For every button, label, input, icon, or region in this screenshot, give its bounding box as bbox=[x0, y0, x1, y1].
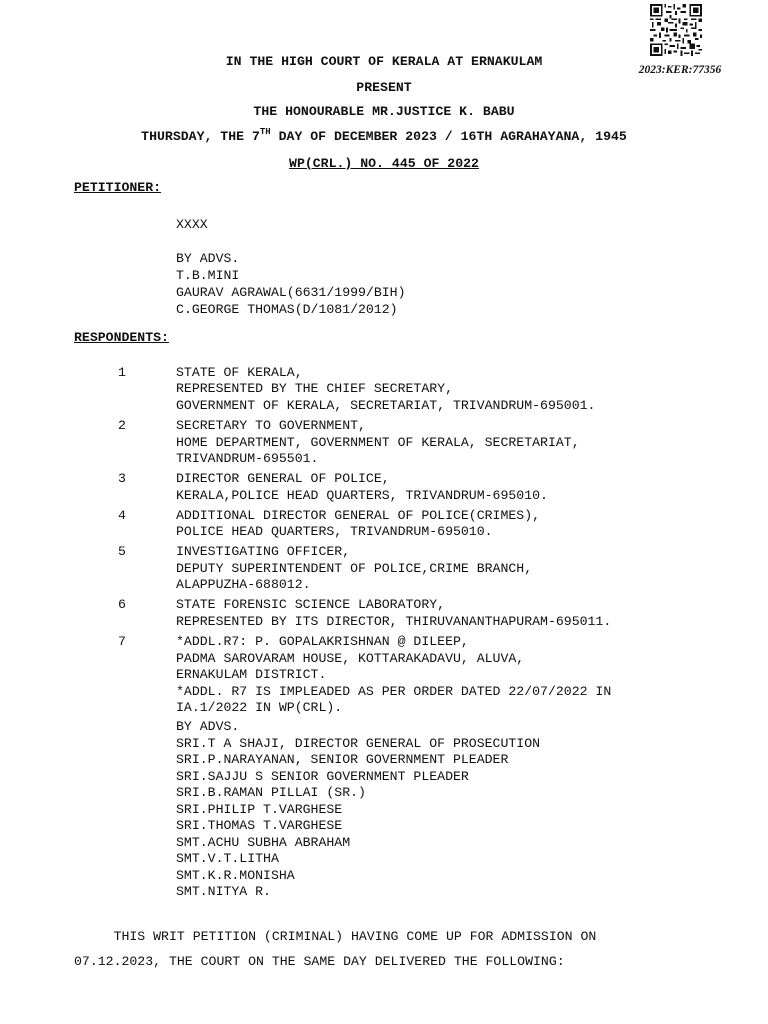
neutral-citation: 2023:KER:77356 bbox=[638, 64, 722, 76]
respondent-advocate: SRI.T A SHAJI, DIRECTOR GENERAL OF PROSECUTION bbox=[176, 736, 541, 751]
respondent-line: HOME DEPARTMENT, GOVERNMENT OF KERALA, SECRETARIAT, bbox=[176, 435, 580, 450]
closing-paragraph-line: 07.12.2023, THE COURT ON THE SAME DAY DELIVERED THE FOLLOWING: bbox=[74, 954, 565, 969]
respondent-advocate: SRI.P.NARAYANAN, SENIOR GOVERNMENT PLEADER bbox=[176, 752, 509, 767]
respondent-line: REPRESENTED BY ITS DIRECTOR, THIRUVANANTHAPURAM-695011. bbox=[176, 614, 612, 629]
petitioner-advocate: GAURAV AGRAWAL(6631/1999/BIH) bbox=[176, 285, 406, 300]
hearing-date-prefix: THURSDAY, THE 7 bbox=[141, 129, 260, 144]
respondent-line: DEPUTY SUPERINTENDENT OF POLICE,CRIME BRANCH, bbox=[176, 561, 533, 576]
judge-name: THE HONOURABLE MR.JUSTICE K. BABU bbox=[253, 104, 515, 119]
respondent-number: 6 bbox=[118, 597, 126, 612]
petitioner-advocate: T.B.MINI bbox=[176, 268, 240, 283]
respondent-line: IA.1/2022 IN WP(CRL). bbox=[176, 700, 343, 715]
respondent-advocate: SRI.SAJJU S SENIOR GOVERNMENT PLEADER bbox=[176, 769, 469, 784]
respondent-number: 4 bbox=[118, 508, 126, 523]
respondent-advocate: SRI.THOMAS T.VARGHESE bbox=[176, 818, 343, 833]
respondent-number: 2 bbox=[118, 418, 126, 433]
respondent-line: REPRESENTED BY THE CHIEF SECRETARY, bbox=[176, 381, 453, 396]
court-name: IN THE HIGH COURT OF KERALA AT ERNAKULAM bbox=[225, 54, 543, 69]
respondent-line: PADMA SAROVARAM HOUSE, KOTTARAKADAVU, ALUVA, bbox=[176, 651, 525, 666]
respondent-number: 7 bbox=[118, 634, 126, 649]
hearing-date-superscript: TH bbox=[259, 127, 271, 137]
respondent-number: 5 bbox=[118, 544, 126, 559]
present-label: PRESENT bbox=[356, 80, 412, 95]
petitioner-heading: PETITIONER: bbox=[74, 180, 162, 195]
respondent-line: DIRECTOR GENERAL OF POLICE, bbox=[176, 471, 390, 486]
respondent-advocate: SMT.ACHU SUBHA ABRAHAM bbox=[176, 835, 351, 850]
respondent-advs-heading: BY ADVS. bbox=[176, 719, 240, 734]
respondent-line: POLICE HEAD QUARTERS, TRIVANDRUM-695010. bbox=[176, 524, 493, 539]
respondent-advocate: SRI.PHILIP T.VARGHESE bbox=[176, 802, 343, 817]
case-number bbox=[0, 156, 768, 172]
respondent-advocate: SRI.B.RAMAN PILLAI (SR.) bbox=[176, 785, 366, 800]
respondent-advocate: SMT.V.T.LITHA bbox=[176, 851, 279, 866]
hearing-date-suffix: DAY OF DECEMBER 2023 / 16TH AGRAHAYANA, 1945 bbox=[270, 129, 627, 144]
respondent-line: ADDITIONAL DIRECTOR GENERAL OF POLICE(CRIMES), bbox=[176, 508, 541, 523]
closing-paragraph-line: THIS WRIT PETITION (CRIMINAL) HAVING COME UP FOR ADMISSION ON bbox=[74, 929, 597, 944]
respondent-number: 3 bbox=[118, 471, 126, 486]
respondent-line: STATE OF KERALA, bbox=[176, 365, 303, 380]
respondent-line: TRIVANDRUM-695501. bbox=[176, 451, 319, 466]
petitioner-advocate: C.GEORGE THOMAS(D/1081/2012) bbox=[176, 302, 398, 317]
respondent-advocate: SMT.NITYA R. bbox=[176, 884, 271, 899]
respondent-line: KERALA,POLICE HEAD QUARTERS, TRIVANDRUM-695010. bbox=[176, 488, 548, 503]
respondent-line: *ADDL.R7: P. GOPALAKRISHNAN @ DILEEP, bbox=[176, 634, 469, 649]
respondent-line: STATE FORENSIC SCIENCE LABORATORY, bbox=[176, 597, 446, 612]
respondent-advocate: SMT.K.R.MONISHA bbox=[176, 868, 295, 883]
respondent-number: 1 bbox=[118, 365, 126, 380]
qr-code-icon bbox=[648, 4, 704, 56]
respondent-line: SECRETARY TO GOVERNMENT, bbox=[176, 418, 366, 433]
petitioner-advs-heading: BY ADVS. bbox=[176, 251, 240, 266]
case-number-text: WP(CRL.) NO. 445 OF 2022 bbox=[289, 156, 479, 171]
respondent-line: GOVERNMENT OF KERALA, SECRETARIAT, TRIVANDRUM-695001. bbox=[176, 398, 596, 413]
respondent-line: INVESTIGATING OFFICER, bbox=[176, 544, 351, 559]
respondent-line: *ADDL. R7 IS IMPLEADED AS PER ORDER DATED 22/07/2022 IN bbox=[176, 684, 612, 699]
petitioner-name: XXXX bbox=[176, 217, 208, 232]
respondent-line: ALAPPUZHA-688012. bbox=[176, 577, 311, 592]
respondent-line: ERNAKULAM DISTRICT. bbox=[176, 667, 327, 682]
hearing-date bbox=[0, 129, 768, 145]
respondents-heading: RESPONDENTS: bbox=[74, 330, 169, 345]
